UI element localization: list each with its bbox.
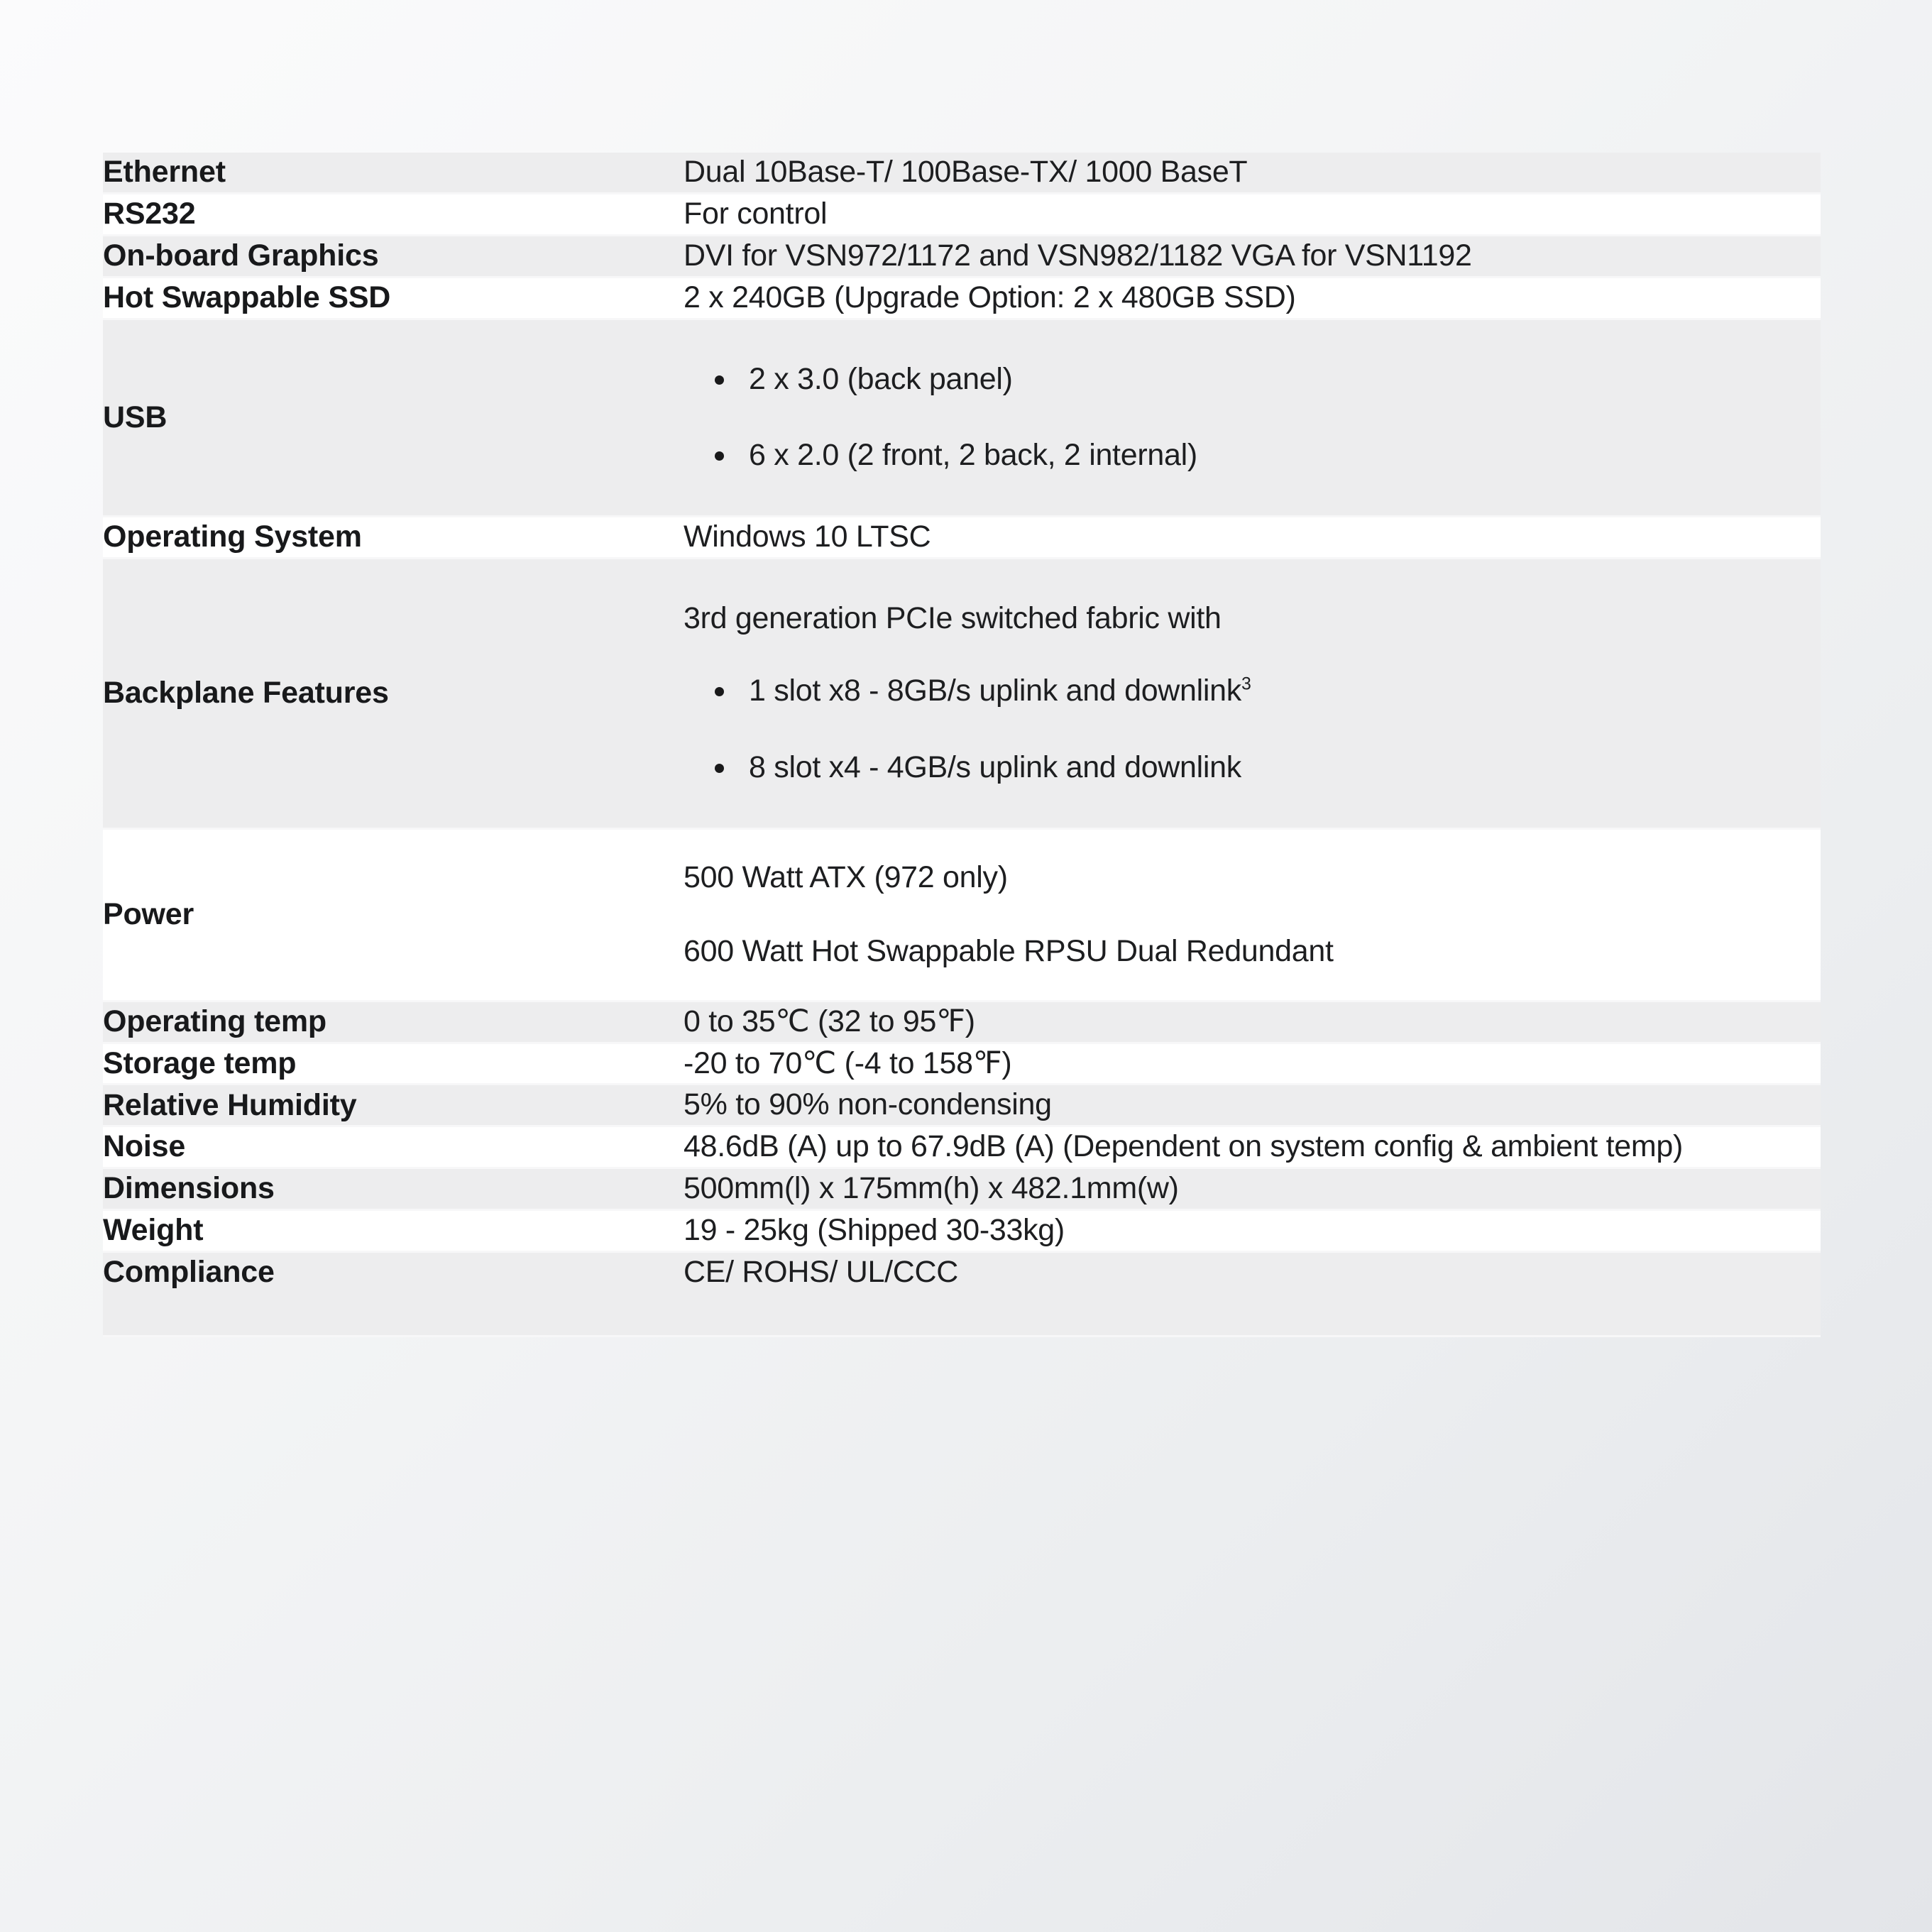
power-line: 600 Watt Hot Swappable RPSU Dual Redundant — [684, 933, 1334, 968]
spec-label: Storage temp — [103, 1043, 684, 1085]
spec-value — [684, 559, 1821, 829]
footnote-marker: 3 — [1241, 674, 1251, 694]
spec-label: Dimensions — [103, 1168, 684, 1210]
spec-label: Compliance — [103, 1252, 684, 1337]
spec-label: Power — [103, 828, 684, 1001]
spec-value: 0 to 35℃ (32 to 95℉) — [684, 1001, 1821, 1043]
specifications-table — [103, 153, 1821, 1337]
table-row — [103, 277, 1821, 319]
spec-value: 500mm(l) x 175mm(h) x 482.1mm(w) — [684, 1168, 1821, 1210]
spec-label: USB — [103, 319, 684, 517]
backplane-intro: 3rd generation PCIe switched fabric with — [684, 601, 1222, 636]
table-row — [103, 559, 1821, 829]
spec-label: Ethernet — [103, 153, 684, 193]
list-item-text: 1 slot x8 - 8GB/s uplink and downlink — [749, 674, 1241, 708]
spec-value: For control — [684, 193, 1821, 235]
spec-label: Operating System — [103, 517, 684, 559]
table-row — [103, 319, 1821, 517]
spec-label: Noise — [103, 1126, 684, 1168]
table-row — [103, 1001, 1821, 1043]
spec-label: Hot Swappable SSD — [103, 277, 684, 319]
spec-label: Backplane Features — [103, 559, 684, 829]
table-row — [103, 1252, 1821, 1337]
table-row — [103, 1043, 1821, 1085]
table-row — [103, 1126, 1821, 1168]
spec-value: 19 - 25kg (Shipped 30-33kg) — [684, 1210, 1821, 1252]
spec-value — [684, 828, 1821, 1001]
list-item: 6 x 2.0 (2 front, 2 back, 2 internal) — [749, 436, 1821, 476]
spec-label: Weight — [103, 1210, 684, 1252]
list-item — [749, 748, 1821, 788]
list-item: 2 x 3.0 (back panel) — [749, 360, 1821, 400]
spec-value: DVI for VSN972/1172 and VSN982/1182 VGA for VSN1192 — [684, 235, 1821, 277]
table-row — [103, 517, 1821, 559]
table-row — [103, 1085, 1821, 1126]
table-row — [103, 1210, 1821, 1252]
spec-value — [684, 319, 1821, 517]
table-row — [103, 193, 1821, 235]
spec-label: On-board Graphics — [103, 235, 684, 277]
table-row — [103, 235, 1821, 277]
power-line: 500 Watt ATX (972 only) — [684, 860, 1008, 894]
spec-value: -20 to 70℃ (-4 to 158℉) — [684, 1043, 1821, 1085]
usb-bullet-list — [684, 360, 1821, 476]
spec-value: Windows 10 LTSC — [684, 517, 1821, 559]
backplane-bullet-list — [684, 671, 1821, 788]
spec-label: Operating temp — [103, 1001, 684, 1043]
spec-value: 48.6dB (A) up to 67.9dB (A) (Dependent on system config & ambient temp) — [684, 1126, 1821, 1168]
spec-value: CE/ ROHS/ UL/CCC — [684, 1252, 1821, 1337]
spec-label: Relative Humidity — [103, 1085, 684, 1126]
list-item — [749, 671, 1821, 711]
spec-value: 2 x 240GB (Upgrade Option: 2 x 480GB SSD) — [684, 277, 1821, 319]
spec-value: 5% to 90% non-condensing — [684, 1085, 1821, 1126]
table-row — [103, 153, 1821, 193]
table-row — [103, 828, 1821, 1001]
table-row — [103, 1168, 1821, 1210]
spec-label: RS232 — [103, 193, 684, 235]
list-item-text: 8 slot x4 - 4GB/s uplink and downlink — [749, 750, 1241, 785]
spec-value: Dual 10Base-T/ 100Base-TX/ 1000 BaseT — [684, 153, 1821, 193]
